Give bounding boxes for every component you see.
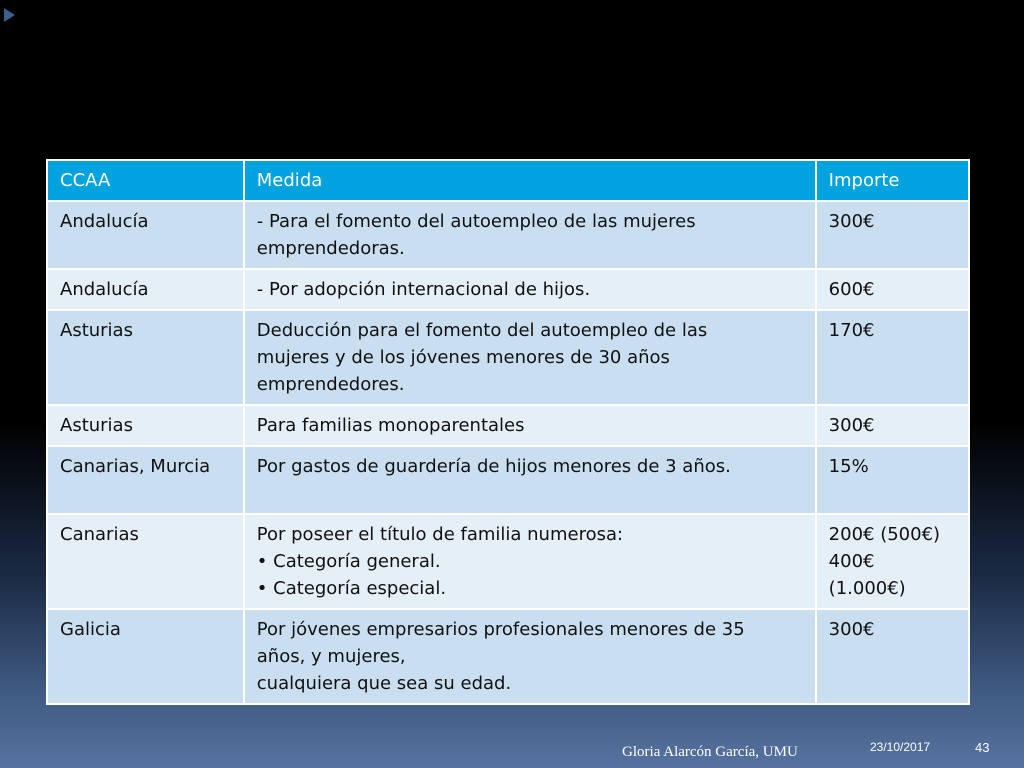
cell-medida [244, 446, 816, 514]
medida-line: Para familias monoparentales [256, 415, 525, 436]
table-body [47, 201, 969, 704]
cell-medida [244, 310, 816, 405]
table-row [47, 609, 969, 704]
medida-line: Por poseer el título de familia numerosa: [256, 524, 624, 545]
table-row [47, 201, 969, 269]
table-row [47, 405, 969, 446]
table-header-row [47, 160, 969, 201]
deductions-table [46, 159, 970, 705]
table-row [47, 269, 969, 310]
cell-importe [816, 514, 969, 609]
cell-ccaa: Asturias [47, 405, 244, 446]
medida-line: años, y mujeres, [256, 646, 406, 667]
importe-line: 170€ [828, 320, 875, 341]
medida-line: Por gastos de guardería de hijos menores de 3 años. [256, 456, 731, 477]
medida-line: • Categoría general. [256, 551, 441, 572]
cell-ccaa: Galicia [47, 609, 244, 704]
table-row [47, 310, 969, 405]
cell-importe [816, 405, 969, 446]
cell-importe [816, 269, 969, 310]
header-ccaa: CCAA [47, 160, 244, 201]
page-number: 43 [975, 740, 990, 755]
cell-medida [244, 609, 816, 704]
cell-medida [244, 201, 816, 269]
importe-line: 300€ [828, 211, 875, 232]
table-row [47, 514, 969, 609]
cell-medida [244, 405, 816, 446]
cell-importe [816, 201, 969, 269]
footer-author: Gloria Alarcón García, UMU [622, 744, 798, 760]
header-medida: Medida [244, 160, 816, 201]
importe-line: 200€ (500€) [828, 524, 941, 545]
medida-line [257, 480, 803, 507]
importe-line: 15% [828, 456, 869, 477]
importe-line: 400€ (1.000€) [828, 551, 906, 599]
cell-ccaa: Asturias [47, 310, 244, 405]
importe-line: 300€ [828, 415, 875, 436]
header-importe: Importe [816, 160, 969, 201]
medida-line: emprendedoras. [256, 238, 405, 259]
medida-line: Por jóvenes empresarios profesionales menores de 35 [256, 619, 745, 640]
cell-ccaa: Canarias, Murcia [47, 446, 244, 514]
slide-nav-arrow-icon [4, 8, 15, 22]
medida-line: • Categoría especial. [256, 578, 447, 599]
importe-line: 600€ [828, 279, 875, 300]
table-row [47, 446, 969, 514]
footer-date: 23/10/2017 [870, 740, 931, 754]
cell-ccaa: Canarias [47, 514, 244, 609]
cell-medida [244, 269, 816, 310]
cell-importe [816, 609, 969, 704]
medida-line: mujeres y de los jóvenes menores de 30 años [256, 347, 670, 368]
cell-medida [244, 514, 816, 609]
importe-line: 300€ [828, 619, 875, 640]
cell-importe [816, 446, 969, 514]
cell-importe [816, 310, 969, 405]
medida-line: Deducción para el fomento del autoempleo de las [256, 320, 708, 341]
medida-line: - Por adopción internacional de hijos. [256, 279, 591, 300]
medida-line: cualquiera que sea su edad. [256, 673, 512, 694]
cell-ccaa: Andalucía [47, 269, 244, 310]
medida-line: emprendedores. [256, 374, 405, 395]
medida-line: - Para el fomento del autoempleo de las mujeres [256, 211, 696, 232]
cell-ccaa: Andalucía [47, 201, 244, 269]
